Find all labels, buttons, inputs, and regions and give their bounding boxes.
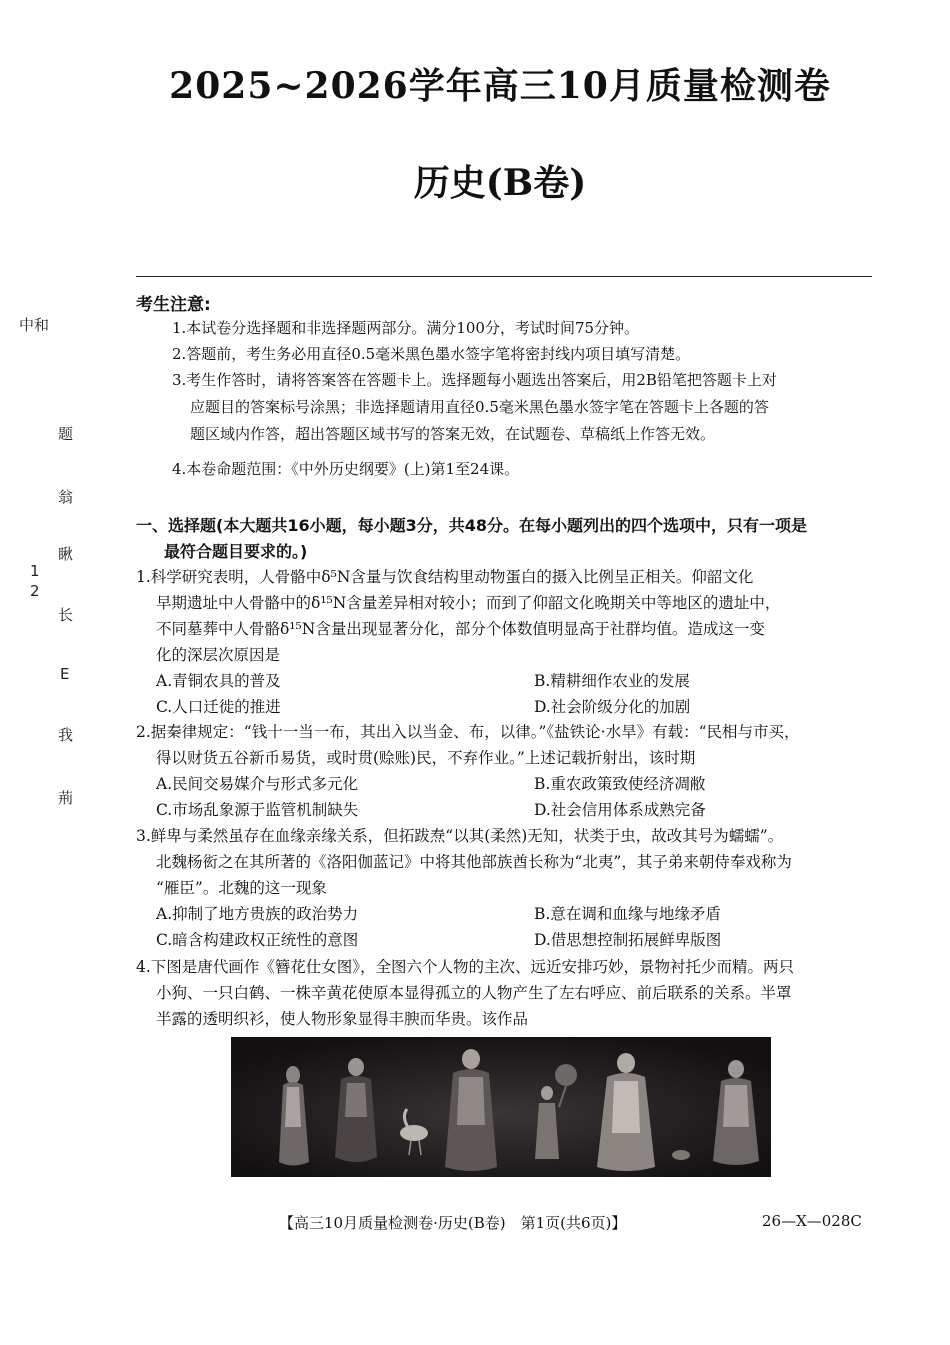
- question-2-option-c[interactable]: C.市场乱象源于监管机制缺失: [156, 801, 359, 819]
- notice-item: 4.本卷命题范围：《中外历史纲要》(上)第1至24课。: [172, 460, 520, 478]
- question-4-line: 小狗、一只白鹤、一株辛黄花使原本显得孤立的人物产生了左右呼应、前后联系的关系。半罩: [156, 984, 792, 1002]
- exam-title: 2025~2026学年高三10月质量检测卷: [169, 65, 831, 107]
- side-mark: 瞅: [58, 545, 74, 563]
- side-mark: 题: [58, 425, 74, 443]
- question-4: [136, 954, 794, 1032]
- section-heading: [136, 513, 807, 565]
- question-1: [136, 564, 780, 668]
- question-2: [136, 719, 800, 771]
- side-mark: 荊: [58, 789, 74, 807]
- side-mark: 中和: [19, 316, 50, 334]
- question-2-option-d[interactable]: D.社会信用体系成熟完备: [534, 801, 706, 819]
- header-divider: [136, 276, 872, 277]
- side-mark: 我: [58, 726, 74, 744]
- question-3-option-b[interactable]: B.意在调和血缘与地缘矛盾: [534, 905, 721, 923]
- dog-figure: [672, 1150, 690, 1160]
- page-footer: 【高三10月质量检测卷·历史(B卷) 第1页(共6页)】: [279, 1214, 627, 1232]
- question-1-option-a[interactable]: A.青铜农具的普及: [156, 672, 281, 690]
- notice-item: 应题目的答案标号涂黑；非选择题请用直径0.5毫米黑色墨水签字笔在答题卡上各题的答: [190, 398, 769, 416]
- side-mark: 长: [58, 606, 74, 624]
- question-1-line: 早期遗址中人骨骼中的δ¹⁵N含量差异相对较小；而到了仰韶文化晚期关中等地区的遗址中，: [156, 594, 781, 612]
- question-2-line: 2.据秦律规定：“钱十一当一布，其出入以当金、布，以律。”《盐铁论·水旱》有载：“民相与市买，: [136, 723, 800, 741]
- question-3: [136, 823, 792, 901]
- question-3-line: 3.鲜卑与柔然虽存在血缘亲缘关系，但拓跋焘“以其(柔然)无知，状类于虫，故改其号为蠕蠕”。: [136, 827, 784, 845]
- question-1-option-d[interactable]: D.社会阶级分化的加剧: [534, 698, 691, 716]
- side-mark: 2: [30, 582, 40, 600]
- side-mark: E: [60, 665, 70, 683]
- notice-item: 3.考生作答时，请将答案答在答题卡上。选择题每小题选出答案后，用2B铅笔把答题卡上对: [172, 371, 777, 389]
- painting-image: [231, 1037, 771, 1177]
- exam-code: 26—X—028C: [762, 1212, 862, 1230]
- notice-item: 2.答题前，考生务必用直径0.5毫米黑色墨水签字笔将密封线内项目填写清楚。: [172, 345, 691, 363]
- notice-item: 1.本试卷分选择题和非选择题两部分。满分100分，考试时间75分钟。: [172, 319, 640, 337]
- question-2-line: 得以财货五谷新币易货，或时贯(赊账)民，不弃作业。”上述记载折射出，该时期: [156, 749, 696, 767]
- question-1-line: 不同墓葬中人骨骼δ¹⁵N含量出现显著分化，部分个体数值明显高于社群均值。造成这一变: [156, 620, 765, 638]
- question-3-option-a[interactable]: A.抑制了地方贵族的政治势力: [156, 905, 359, 923]
- question-4-line: 4.下图是唐代画作《簪花仕女图》，全图六个人物的主次、远近安排巧妙，景物衬托少而精。两只: [136, 958, 795, 976]
- question-1-option-c[interactable]: C.人口迁徙的推进: [156, 698, 281, 716]
- side-mark: 1: [30, 562, 40, 580]
- painting-figures: [231, 1037, 771, 1177]
- question-2-option-b[interactable]: B.重农政策致使经济凋敝: [534, 775, 706, 793]
- question-3-line: “雁臣”。北魏的这一现象: [156, 879, 327, 897]
- question-3-option-c[interactable]: C.暗含构建政权正统性的意图: [156, 931, 359, 949]
- side-mark: 翁: [58, 488, 74, 506]
- notice-item: 题区域内作答，超出答题区域书写的答案无效，在试题卷、草稿纸上作答无效。: [190, 425, 716, 443]
- question-3-line: 北魏杨衒之在其所著的《洛阳伽蓝记》中将其他部族酋长称为“北夷”，其子弟来朝侍奉戏称为: [156, 853, 792, 871]
- question-2-option-a[interactable]: A.民间交易媒介与形式多元化: [156, 775, 359, 793]
- question-4-line: 半露的透明织衫，使人物形象显得丰腴而华贵。该作品: [156, 1010, 529, 1028]
- question-1-line: 化的深层次原因是: [156, 646, 281, 664]
- section-heading-line2: 最符合题目要求的。): [164, 542, 308, 561]
- notice-title: 考生注意:: [136, 295, 211, 315]
- question-3-option-d[interactable]: D.借思想控制拓展鲜卑版图: [534, 931, 722, 949]
- exam-subtitle: 历史(B卷): [413, 162, 587, 204]
- question-1-line: 1.科学研究表明，人骨骼中δ⁵N含量与饮食结构里动物蛋白的摄入比例呈正相关。仰韶文化: [136, 568, 754, 586]
- section-heading-line1: 一、选择题(本大题共16小题，每小题3分，共48分。在每小题列出的四个选项中，只有一项是: [136, 516, 807, 535]
- question-1-option-b[interactable]: B.精耕细作农业的发展: [534, 672, 690, 690]
